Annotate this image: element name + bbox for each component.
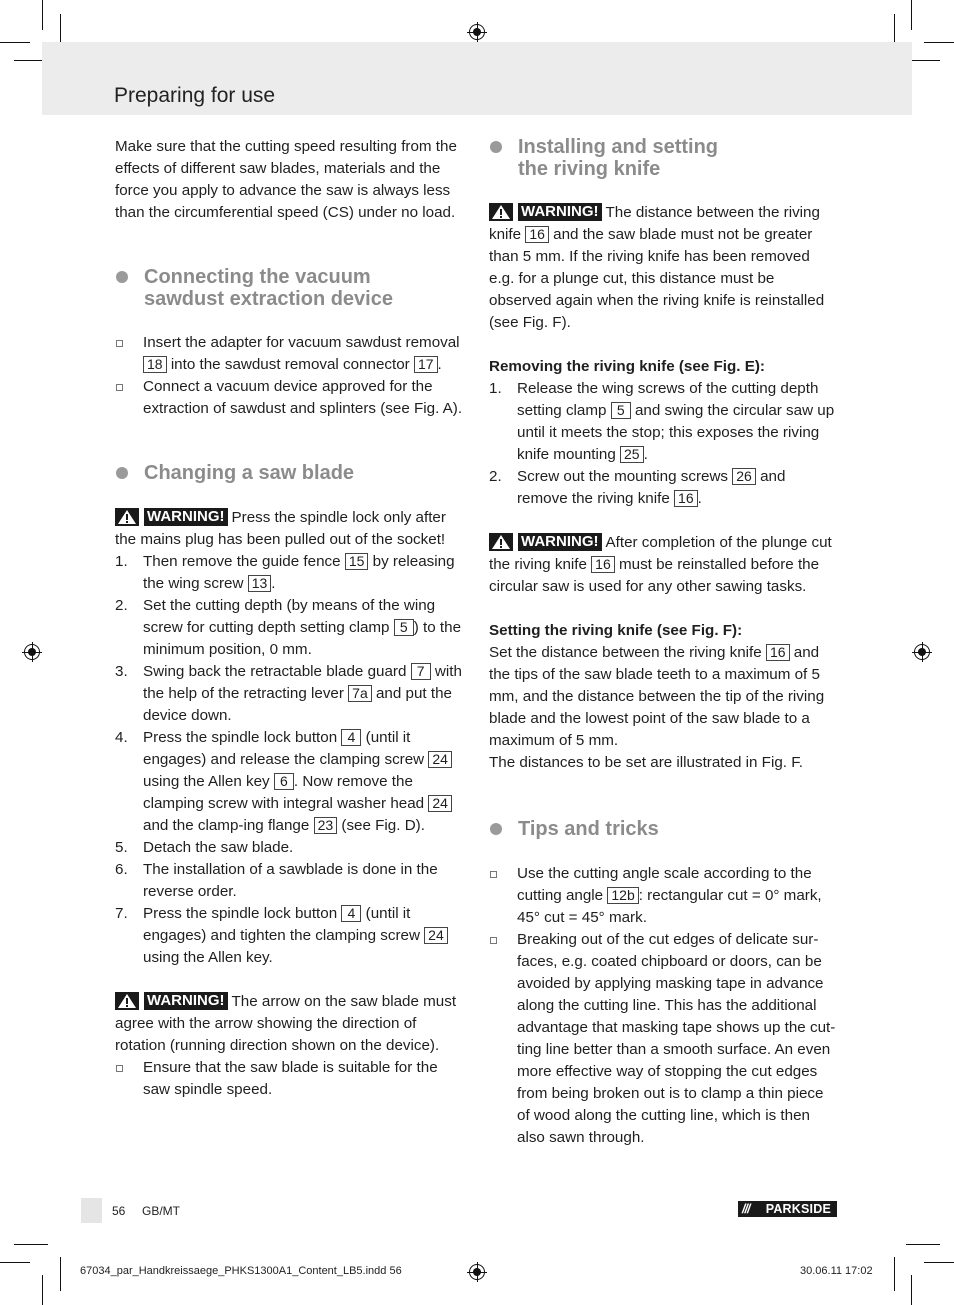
right-column: [489, 136, 839, 1149]
part-ref: 24: [428, 795, 452, 812]
registration-mark-icon: [467, 1262, 487, 1282]
warning-badge: WARNING!: [115, 508, 232, 526]
subheading-setting: Setting the riving knife (see Fig. F):: [489, 622, 743, 639]
list-item: 2. Screw out the mounting screws 26 and remove the riving knife 16 .: [489, 468, 786, 507]
paragraph: The distances to be set are illustrated in Fig. F.: [489, 754, 804, 771]
crop-mark: [42, 0, 43, 30]
crop-mark: [924, 1262, 954, 1263]
part-ref: 4: [341, 905, 361, 922]
list-item: 3. Swing back the retractable blade guard 7 with the help of the retracting lever 7a and put the device down.: [115, 663, 462, 724]
section-heading-vacuum: Connecting the vacuum sawdust extraction device: [115, 266, 467, 310]
list-item: 7. Press the spindle lock button 4 (until it engages) and tighten the clamping screw 24 using the Allen key.: [115, 903, 467, 969]
checkbox-bullet-icon: [116, 1065, 123, 1072]
list-item: 4. Press the spindle lock button 4 (until it engages) and release the clamping screw 24 using the Allen key 6 . Now remove the clamping screw with integral washer head 24 and the clamp-ing flange 23 (see Fig. D).: [115, 727, 467, 837]
section-heading-tips: Tips and tricks: [489, 818, 839, 840]
warning-paragraph: WARNING! The arrow on the saw blade must agree with the arrow showing the direction of rotation (running direction shown on the device).: [115, 992, 457, 1054]
part-ref: 4: [341, 729, 361, 746]
list-item: 6. The installation of a sawblade is done in the reverse order.: [115, 861, 438, 900]
part-ref: 5: [611, 402, 631, 419]
list-item: Insert the adapter for vacuum sawdust removal 18 into the sawdust removal connector 17 .: [115, 332, 467, 376]
crop-mark: [0, 42, 30, 43]
page-title: Preparing for use: [114, 84, 276, 107]
warning-triangle-icon: [489, 203, 513, 221]
registration-mark-icon: [467, 22, 487, 42]
list-item: 1. Then remove the guide fence 15 by releasing the wing screw 13 .: [115, 553, 455, 592]
part-ref: 18: [143, 356, 167, 373]
part-ref: 16: [525, 226, 549, 243]
paragraph: Set the distance between the riving knife 16 and the tips of the saw blade teeth to a maximum of 5 mm, and the distance between the tip of the riving blade and the lowest point of the saw blade to a maximum of 5 mm.: [489, 644, 825, 749]
bullet-icon: [490, 141, 502, 153]
part-ref: 24: [428, 751, 452, 768]
checkbox-bullet-icon: [490, 871, 497, 878]
crop-mark: [924, 42, 954, 43]
left-column: [115, 136, 467, 1101]
part-ref: 26: [732, 468, 756, 485]
list-item: Ensure that the saw blade is suitable for the saw spindle speed.: [115, 1057, 467, 1101]
crop-mark: [14, 1244, 48, 1245]
footer-tab: [81, 1198, 102, 1223]
language-code: GB/MT: [142, 1204, 180, 1218]
warning-badge: WARNING!: [489, 203, 606, 221]
file-slug: 67034_par_Handkreissaege_PHKS1300A1_Content_LB5.indd 56: [80, 1265, 402, 1277]
checkbox-bullet-icon: [116, 384, 123, 391]
list-item: 2. Set the cutting depth (by means of the wing screw for cutting depth setting clamp 5 ) to the minimum position, 0 mm.: [115, 597, 462, 658]
part-ref: 16: [591, 556, 615, 573]
warning-paragraph: WARNING! The distance between the riving knife 16 and the saw blade must not be greater than 5 mm. If the riving knife has been removed e.g. for a plunge cut, this distance must be observed again when the riving knife is reinstalled (see Fig. F).: [489, 203, 825, 331]
warning-triangle-icon: [115, 992, 139, 1010]
list-item: 5. Detach the saw blade.: [115, 839, 294, 856]
list-item: Use the cutting angle scale according to the cutting angle 12b : rectangular cut = 0° mark, 45° cut = 45° mark.: [489, 863, 839, 929]
part-ref: 17: [414, 356, 438, 373]
part-ref: 13: [248, 575, 272, 592]
section-heading-saw-blade: Changing a saw blade: [115, 462, 467, 484]
crop-mark: [60, 1257, 61, 1291]
warning-triangle-icon: [115, 508, 139, 526]
list-item: 1. Release the wing screws of the cutting depth setting clamp 5 and swing the circular saw up until it meets the stop; this exposes the riving knife mounting 25 .: [489, 380, 835, 463]
part-ref: 25: [620, 446, 644, 463]
part-ref: 7: [411, 663, 431, 680]
crop-mark: [0, 1262, 30, 1263]
crop-mark: [894, 1257, 895, 1291]
print-stamp: 30.06.11 17:02: [800, 1265, 873, 1277]
warning-paragraph: WARNING! After completion of the plunge cut the riving knife 16 must be reinstalled before the circular saw is used for any other sawing tasks.: [489, 533, 832, 595]
bullet-icon: [490, 823, 502, 835]
crop-mark: [42, 1275, 43, 1305]
part-ref: 12b: [607, 887, 638, 904]
brand-logo: /// PARKSIDE: [738, 1201, 837, 1217]
part-ref: 6: [274, 773, 294, 790]
page-number: 56: [112, 1204, 126, 1218]
part-ref: 23: [314, 817, 338, 834]
bullet-icon: [116, 467, 128, 479]
part-ref: 5: [394, 619, 414, 636]
part-ref: 7a: [348, 685, 372, 702]
crop-mark: [911, 0, 912, 30]
subheading-removing: Removing the riving knife (see Fig. E):: [489, 358, 765, 375]
part-ref: 15: [345, 553, 369, 570]
part-ref: 16: [766, 644, 790, 661]
part-ref: 16: [674, 490, 698, 507]
part-ref: 24: [424, 927, 448, 944]
checkbox-bullet-icon: [490, 937, 497, 944]
checkbox-bullet-icon: [116, 340, 123, 347]
list-item: Breaking out of the cut edges of delicate sur-faces, e.g. coated chipboard or doors, can be avoided by applying masking tape in advance along the cutting line. This has the additional advantage that masking tape shows up the cut-ting line better than a smooth surface. An even more effective way of stopping the cut edges from being broken out is to clamp a thin piece of wood along the cutting line, which is then also sawn through.: [489, 929, 839, 1149]
list-item: Connect a vacuum device approved for the extraction of sawdust and splinters (see Fig. A).: [115, 376, 467, 420]
warning-triangle-icon: [489, 533, 513, 551]
registration-mark-icon: [912, 642, 932, 662]
registration-mark-icon: [22, 642, 42, 662]
section-heading-riving-knife: Installing and setting the riving knife: [489, 136, 839, 180]
warning-paragraph: WARNING! Press the spindle lock only after the mains plug has been pulled out of the socket!: [115, 508, 446, 548]
warning-badge: WARNING!: [489, 533, 606, 551]
bullet-icon: [116, 271, 128, 283]
crop-mark: [911, 1275, 912, 1305]
warning-badge: WARNING!: [115, 992, 232, 1010]
crop-mark: [906, 1244, 940, 1245]
intro-paragraph: Make sure that the cutting speed resulting from the effects of different saw blades, materials and the force you apply to advance the saw is always less than the circumferential speed (CS) under no load.: [115, 138, 457, 221]
